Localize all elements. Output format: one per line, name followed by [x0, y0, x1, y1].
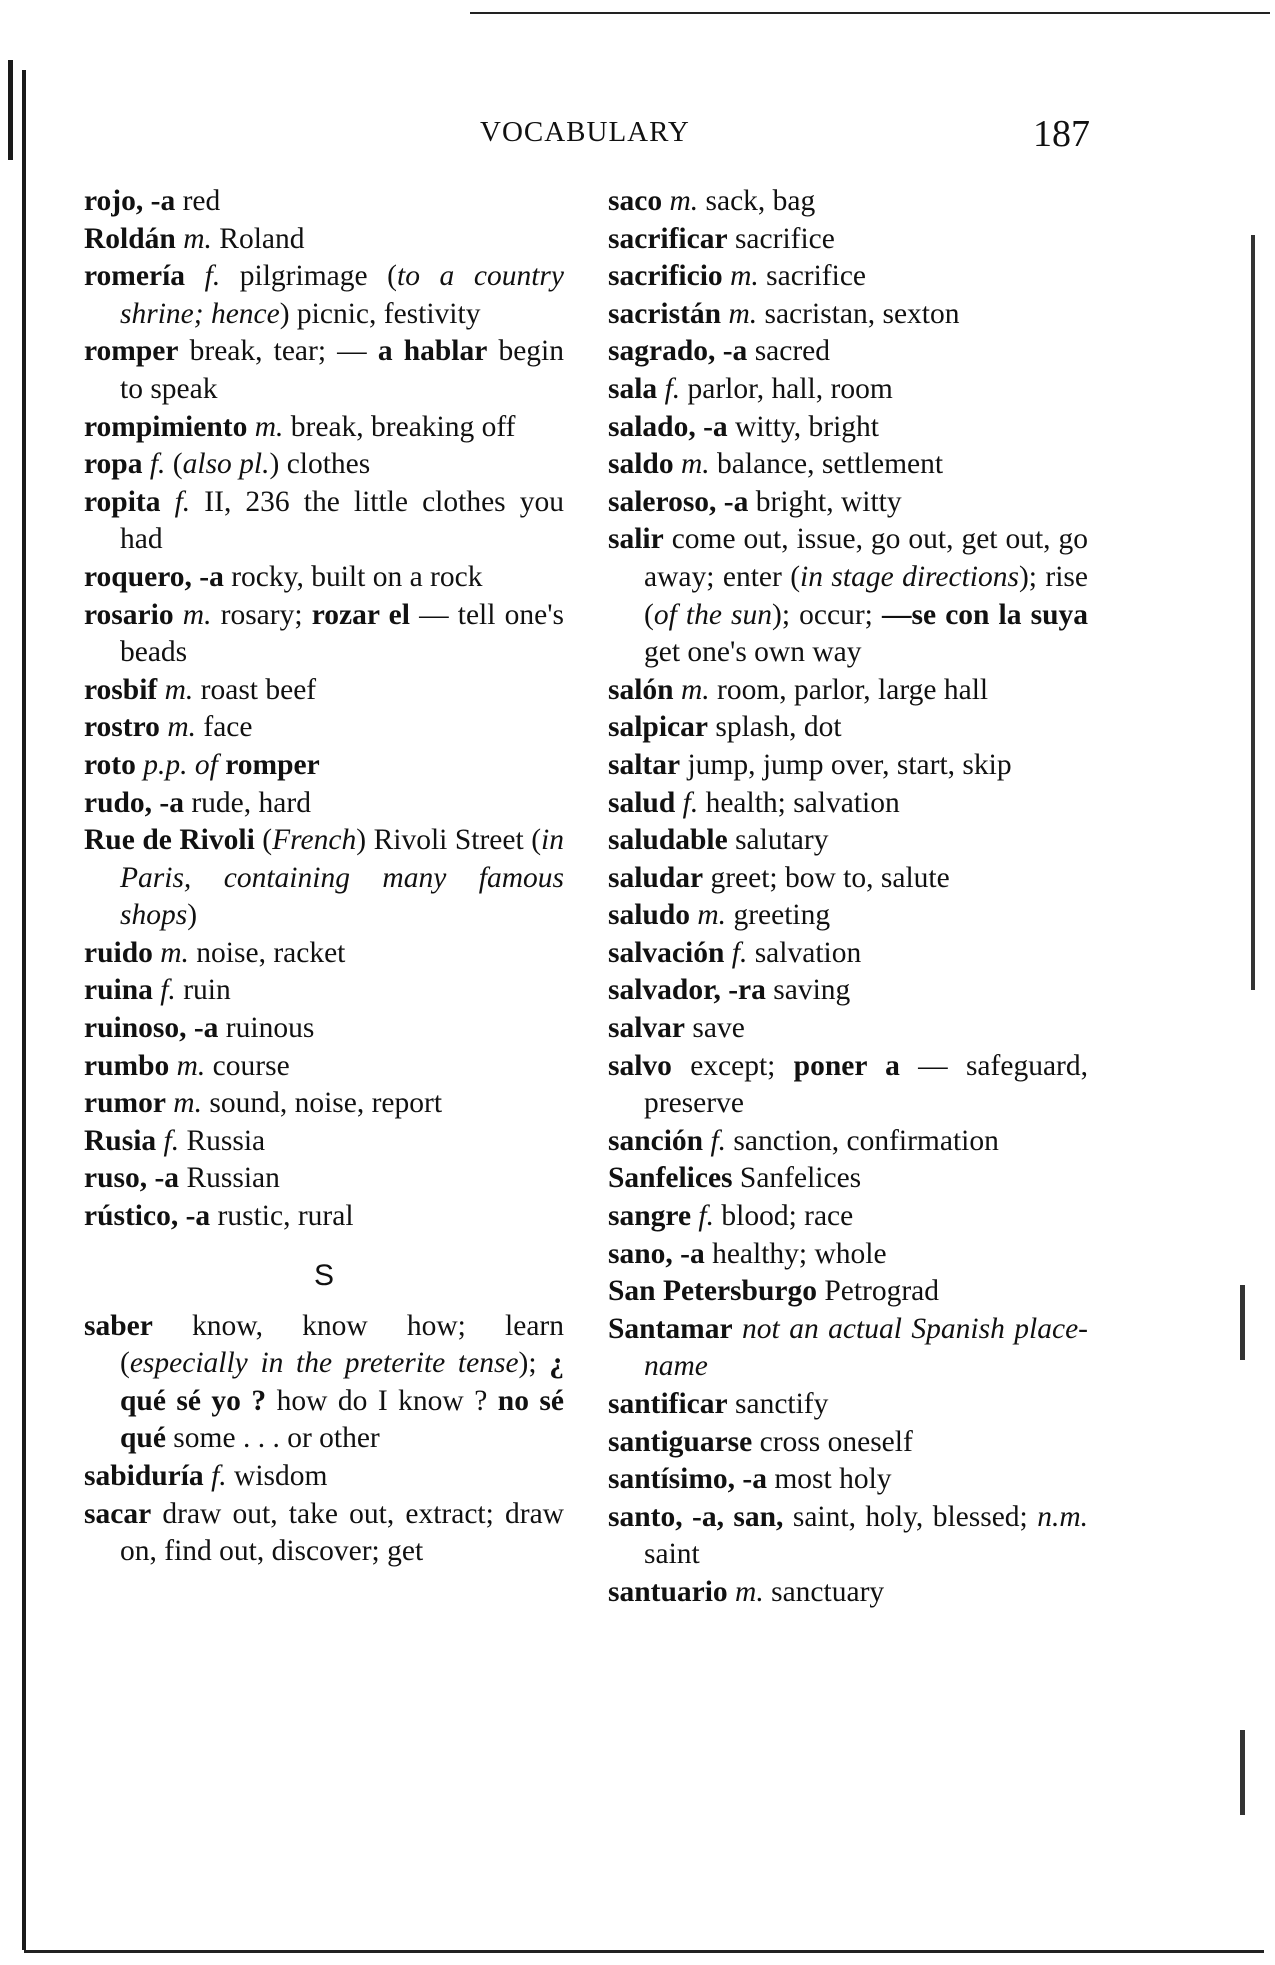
entry-headword: ¿ qué sé yo ?: [120, 1347, 564, 1417]
entry-headword: —se con la suya: [882, 598, 1088, 631]
entry-text: pilgrimage (: [220, 260, 398, 293]
entry-text: [185, 260, 205, 292]
vocabulary-entry: [608, 1311, 1088, 1386]
entry-text: cross oneself: [752, 1425, 913, 1458]
entry-headword: salvación: [608, 936, 725, 969]
entry-headword: ropa: [84, 448, 143, 481]
entry-headword: santo, -a, san,: [608, 1500, 784, 1533]
vocabulary-entry: [608, 1123, 1088, 1161]
entry-text: most holy: [766, 1463, 892, 1496]
entry-text: know, know how; learn (: [120, 1309, 564, 1380]
vocabulary-entry: [608, 747, 1088, 785]
entry-headword: saco: [608, 185, 663, 217]
entry-text: sanctify: [727, 1388, 829, 1420]
entry-headword: sala: [608, 372, 658, 405]
entry-headword: santuario: [608, 1575, 728, 1608]
entry-text: blood; race: [714, 1200, 854, 1233]
entry-italic: m.: [164, 673, 194, 706]
entry-headword: Rusia: [84, 1124, 157, 1157]
page-header: [80, 112, 1090, 162]
entry-headword: sacristán: [608, 297, 722, 330]
entry-headword: Rue de Rivoli: [84, 824, 255, 857]
entry-text: [733, 1313, 742, 1345]
entry-headword: a hablar: [377, 335, 488, 368]
entry-text: ) picnic, festivity: [279, 297, 481, 330]
entry-text: ); occur;: [772, 598, 882, 631]
entry-headword: roto: [84, 748, 136, 781]
entry-text: get one's own way: [644, 636, 862, 669]
entry-text: [174, 599, 183, 631]
vocabulary-entry: [84, 1458, 564, 1496]
vocabulary-entry: [608, 897, 1088, 935]
entry-text: [169, 1050, 176, 1082]
vocabulary-entry: [608, 785, 1088, 823]
vocabulary-entry: [608, 484, 1088, 522]
vocabulary-entry: [84, 1496, 564, 1571]
entry-text: draw out, take out, extract; draw on, find out, discover; get: [120, 1497, 564, 1568]
entry-text: saving: [765, 974, 851, 1007]
vocabulary-entry: [608, 446, 1088, 484]
entry-text: salutary: [727, 824, 829, 857]
entry-text: sacred: [747, 335, 831, 368]
entry-text: [161, 486, 175, 518]
scan-edge-left-mark: [8, 60, 13, 160]
entry-italic: also pl.: [182, 448, 270, 481]
vocabulary-entry: [84, 1123, 564, 1161]
entry-text: balance, settlement: [709, 448, 944, 481]
entry-italic: f.: [160, 974, 176, 1007]
vocabulary-entry: [84, 1085, 564, 1123]
vocabulary-entry: [84, 484, 564, 559]
entry-headword: ruinoso, -a: [84, 1012, 219, 1045]
entry-headword: santificar: [608, 1388, 728, 1420]
entry-headword: rozar el: [311, 598, 410, 631]
entry-text: sound, noise, report: [201, 1087, 443, 1120]
entry-headword: sanción: [608, 1124, 704, 1157]
entry-text: [156, 1125, 163, 1157]
entry-text: Russian: [179, 1162, 280, 1195]
vocabulary-entry: [84, 709, 564, 747]
vocabulary-entry: [608, 409, 1088, 447]
vocabulary-entry: [84, 258, 564, 333]
entry-text: (: [254, 824, 273, 857]
entry-text: [142, 448, 149, 480]
entry-headword: saltar: [608, 748, 681, 781]
entry-text: ruinous: [218, 1012, 315, 1045]
entry-italic: m.: [680, 448, 710, 481]
vocabulary-entry: [608, 521, 1088, 671]
entry-text: ruin: [175, 974, 231, 1007]
entry-text: parlor, hall, room: [680, 372, 893, 405]
entry-headword: ruso, -a: [84, 1162, 180, 1195]
vocabulary-entry: [608, 1198, 1088, 1236]
entry-headword: no sé qué: [120, 1384, 565, 1455]
entry-text: witty, bright: [727, 410, 879, 443]
entry-headword: rústico, -a: [84, 1200, 211, 1233]
entry-italic: f.: [211, 1460, 227, 1492]
entry-text: ); rise (: [644, 560, 1089, 631]
entry-text: saint, holy, blessed;: [783, 1500, 1038, 1533]
entry-text: [674, 674, 681, 706]
entry-text: come out, issue, go out, get out, go away; enter (: [644, 523, 1088, 593]
vocabulary-entry: [84, 672, 564, 710]
entry-headword: salir: [608, 523, 664, 556]
vocabulary-entry: [84, 1160, 564, 1198]
entry-italic: f.: [731, 936, 748, 969]
entry-italic: in Paris, containing many famous shops: [120, 824, 564, 932]
entry-headword: saleroso, -a: [608, 485, 749, 518]
vocabulary-entry: [84, 221, 564, 259]
vocabulary-entry: [608, 972, 1088, 1010]
vocabulary-entry: [84, 747, 564, 785]
entry-headword: rudo, -a: [84, 786, 184, 819]
vocabulary-entry: [608, 1461, 1088, 1499]
entry-text: salvation: [747, 936, 862, 969]
entry-text: sacrifice: [727, 222, 835, 255]
entry-italic: French: [272, 824, 357, 857]
vocabulary-entry: [84, 935, 564, 973]
entry-headword: salpicar: [608, 711, 708, 744]
entry-headword: rostro: [84, 711, 160, 744]
entry-headword: ropita: [84, 485, 161, 518]
entry-italic: p.p. of: [143, 748, 218, 781]
entry-italic: n.m.: [1037, 1500, 1088, 1533]
entry-text: — tell one's beads: [120, 598, 564, 669]
vocabulary-entry: [608, 1273, 1088, 1311]
entry-text: Russia: [179, 1124, 266, 1157]
entry-text: wisdom: [226, 1460, 328, 1492]
vocabulary-entry: [84, 972, 564, 1010]
entry-italic: m.: [669, 185, 699, 217]
vocabulary-entry: [84, 333, 564, 408]
entry-text: break, tear; —: [178, 335, 378, 368]
vocabulary-entry: [84, 1010, 564, 1048]
entry-headword: sacrificio: [608, 260, 723, 293]
entry-headword: Sanfelices: [608, 1162, 733, 1195]
entry-headword: Santamar: [608, 1312, 733, 1345]
entry-text: greeting: [726, 899, 831, 932]
entry-text: red: [175, 185, 221, 217]
entry-headword: romería: [84, 260, 186, 293]
entry-italic: m.: [167, 711, 196, 744]
vocabulary-entry: [608, 258, 1088, 296]
entry-text: noise, racket: [188, 936, 346, 969]
vocabulary-entry: [84, 785, 564, 823]
entry-headword: ruina: [84, 974, 153, 1007]
entry-headword: saber: [84, 1309, 153, 1342]
entry-text: [157, 674, 164, 706]
vocabulary-entry: [608, 1010, 1088, 1048]
entry-text: sacristan, sexton: [757, 297, 960, 330]
entry-text: rosary;: [211, 598, 312, 631]
entry-text: Sanfelices: [732, 1162, 862, 1195]
entry-italic: f.: [163, 1124, 180, 1157]
vocabulary-entry: [84, 822, 564, 935]
entry-italic: m.: [735, 1575, 764, 1608]
entry-headword: San Petersburgo: [608, 1275, 817, 1308]
vocabulary-entry: [608, 1236, 1088, 1274]
entry-headword: salvador, -ra: [608, 974, 766, 1007]
entry-headword: poner a: [793, 1049, 900, 1082]
vocabulary-entry: [84, 1198, 564, 1236]
vocabulary-entry: [608, 672, 1088, 710]
vocabulary-entry: [608, 1424, 1088, 1462]
entry-headword: sangre: [608, 1200, 692, 1233]
entry-headword: rumor: [84, 1087, 166, 1120]
vocabulary-entry: [608, 1160, 1088, 1198]
left-column: [84, 183, 564, 1571]
entry-headword: rompimiento: [84, 410, 248, 443]
entry-text: ): [187, 899, 198, 932]
vocabulary-entry: [608, 1499, 1088, 1574]
vocabulary-entry: [608, 1386, 1088, 1424]
scan-edge-left: [22, 70, 26, 1950]
entry-text: [723, 260, 730, 292]
entry-text: room, parlor, large hall: [709, 673, 989, 706]
entry-text: sanction, confirmation: [726, 1124, 999, 1157]
entry-italic: f.: [698, 1200, 714, 1233]
entry-headword: rosbif: [84, 673, 158, 706]
entry-text: ) Rivoli Street (: [356, 824, 542, 857]
entry-italic: m.: [680, 673, 710, 706]
entry-text: II, 236 the little clothes you had: [120, 485, 564, 556]
entry-text: saint: [644, 1538, 700, 1571]
entry-text: — safeguard, preserve: [644, 1049, 1088, 1120]
entry-headword: saludar: [608, 861, 704, 894]
entry-italic: to a country shrine; hence: [120, 260, 565, 330]
vocabulary-entry: [608, 371, 1088, 409]
entry-italic: f.: [682, 786, 699, 819]
entry-text: except;: [671, 1049, 794, 1082]
entry-italic: in stage directions: [800, 560, 1019, 593]
entry-headword: romper: [225, 748, 320, 781]
vocabulary-entry: [608, 296, 1088, 334]
entry-italic: f.: [174, 485, 191, 518]
entry-text: Petrograd: [816, 1275, 940, 1308]
entry-italic: m.: [730, 260, 759, 293]
entry-text: jump, jump over, start, skip: [680, 748, 1012, 781]
entry-headword: salvo: [608, 1049, 672, 1082]
vocabulary-entry: [608, 709, 1088, 747]
entry-headword: sagrado, -a: [608, 335, 748, 368]
entry-headword: roquero, -a: [84, 560, 224, 593]
entry-headword: ruido: [84, 936, 153, 969]
scan-margin-mark: [1240, 1285, 1245, 1360]
entry-headword: Roldán: [84, 222, 176, 255]
entry-headword: sabiduría: [84, 1460, 204, 1492]
entry-text: roast beef: [193, 673, 317, 706]
entry-headword: rojo, -a: [84, 185, 176, 217]
scan-margin-mark: [1251, 235, 1255, 990]
vocabulary-entry: [608, 1574, 1088, 1612]
entry-text: rustic, rural: [210, 1200, 354, 1233]
entry-italic: f.: [204, 260, 221, 293]
entry-text: rocky, built on a rock: [223, 560, 483, 593]
entry-text: ) clothes: [269, 448, 371, 481]
section-letter: S: [313, 1258, 334, 1292]
entry-headword: santísimo, -a: [608, 1463, 767, 1496]
entry-text: sack, bag: [698, 185, 816, 217]
entry-text: greet; bow to, salute: [703, 861, 950, 894]
entry-italic: m.: [183, 222, 212, 255]
running-title: VOCABULARY: [480, 116, 690, 148]
entry-headword: sacar: [84, 1497, 152, 1530]
entry-text: course: [205, 1049, 290, 1082]
entry-text: health; salvation: [698, 786, 900, 819]
entry-text: [724, 937, 731, 969]
entry-text: [657, 373, 664, 405]
right-column: [608, 183, 1088, 1612]
entry-italic: f.: [710, 1124, 727, 1157]
entry-text: healthy; whole: [704, 1237, 887, 1270]
vocabulary-entry: [84, 597, 564, 672]
entry-headword: saludo: [608, 899, 690, 932]
entry-headword: romper: [84, 335, 179, 368]
vocabulary-entry: [608, 221, 1088, 259]
entry-text: break, breaking off: [283, 410, 516, 443]
entry-text: begin to speak: [120, 335, 565, 405]
entry-text: rude, hard: [183, 786, 311, 819]
vocabulary-entry: [608, 333, 1088, 371]
entry-italic: not an actual Spanish place-name: [644, 1312, 1088, 1383]
entry-headword: salado, -a: [608, 410, 728, 443]
vocabulary-entry: [84, 559, 564, 597]
entry-headword: saldo: [608, 448, 674, 481]
vocabulary-entry: [84, 446, 564, 484]
entry-headword: salvar: [608, 1012, 686, 1045]
vocabulary-entry: [84, 1308, 564, 1458]
entry-text: [204, 1460, 211, 1492]
entry-text: bright, witty: [748, 485, 902, 518]
entry-italic: m.: [160, 936, 189, 969]
entry-text: face: [196, 711, 253, 744]
entry-text: sanctuary: [763, 1575, 885, 1608]
vocabulary-entry: [608, 822, 1088, 860]
vocabulary-entry: [84, 183, 564, 221]
entry-text: splash, dot: [707, 711, 842, 744]
entry-text: some . . . or other: [165, 1422, 380, 1455]
entry-italic: of the sun: [653, 598, 773, 631]
entry-headword: rosario: [84, 598, 174, 631]
entry-text: (: [165, 448, 183, 481]
entry-italic: m.: [182, 598, 212, 631]
entry-text: how do I know ?: [266, 1384, 498, 1417]
vocabulary-entry: [608, 935, 1088, 973]
vocabulary-entry: [84, 409, 564, 447]
entry-headword: salón: [608, 673, 674, 706]
page-number: 187: [1033, 113, 1090, 155]
entry-text: save: [685, 1012, 745, 1045]
entry-headword: sano, -a: [608, 1237, 705, 1270]
entry-text: Roland: [211, 222, 305, 255]
entry-text: [675, 787, 682, 819]
entry-italic: m.: [697, 899, 727, 932]
vocabulary-entry: [84, 1048, 564, 1086]
vocabulary-entry: [608, 860, 1088, 898]
vocabulary-entry: [608, 1048, 1088, 1123]
entry-text: [728, 1576, 735, 1608]
entry-headword: saludable: [608, 824, 728, 857]
scan-margin-mark: [1240, 1730, 1245, 1815]
entry-italic: f.: [149, 448, 166, 481]
entry-italic: m.: [176, 1049, 206, 1082]
entry-italic: especially in the preterite tense: [129, 1347, 519, 1380]
entry-text: );: [518, 1347, 550, 1380]
entry-text: [674, 448, 681, 480]
entry-italic: m.: [173, 1087, 202, 1120]
vocabulary-entry: [608, 183, 1088, 221]
entry-headword: rumbo: [84, 1049, 170, 1082]
entry-text: sacrifice: [758, 260, 867, 293]
entry-italic: m.: [254, 410, 284, 443]
entry-headword: salud: [608, 786, 676, 819]
entry-italic: f.: [664, 372, 681, 405]
entry-headword: santiguarse: [608, 1425, 753, 1458]
entry-headword: sacrificar: [608, 222, 728, 255]
scan-edge-bottom: [24, 1950, 1264, 1953]
entry-text: [247, 411, 254, 443]
entry-italic: m.: [728, 297, 758, 330]
scan-edge-top: [470, 12, 1270, 14]
